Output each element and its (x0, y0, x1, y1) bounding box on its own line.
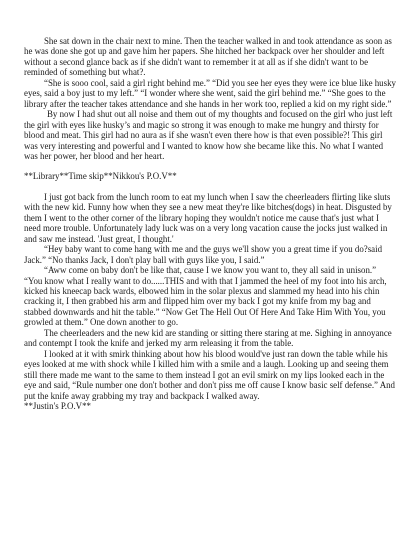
paragraph: “Hey baby want to come hang with me and the guys we'll show you a great time if you do?said Jack.” “No thanks Jack, I don't play ball with guys like you, I said.” (24, 244, 383, 265)
paragraph: She sat down in the chair next to mine. Then the teacher walked in and took attendance as soon as he was done she got up and gave him her papers. She hitched her backpack over her shoulder and left without a second glance back as if she didn't want to remember it at all as if she didn't want to be reminded of something but what?. (24, 36, 392, 78)
paragraph: I just got back from the lunch room to eat my lunch when I saw the cheerleaders flirting like sluts with the new kid. Funny how when they see a new meat they're like bitches(dogs) in heat. Disgusted by them I went to the other corner of the library hoping they wouldn't notice me cause that's just what I need more trouble. Unfortunately lady luck was on a very long vacation cause the jocks just walked in and saw me instead. 'Just great, I thought.' (24, 191, 392, 244)
paragraph: “Aww come on baby don't be like that, cause I we know you want to, they all said in unison.” “You know what I really want to do......THIS and with that I jammed the heel of my foot into his arch, kicked his kneecap back wards, elbowed him in the solar plexus and slammed my head into his chin cracking it, I then grabbed his arm and flipped him over my back I got my knife from my bag and stabbed downwards and hit the table.” “Now Get The Hell Out Of Here And Take Him With You, you growled at them.” One down another to go. (24, 265, 387, 328)
paragraph: “She is sooo cool, said a girl right behind me.” “Did you see her eyes they were ice blue like husky eyes, said a boy just to my left.” “I wonder where she went, said the girl behind me.” “She goes to the library after the teacher takes attendance and she hands in her work too, replied a kid on my right side.” (24, 77, 396, 109)
paragraph: I looked at it with smirk thinking about how his blood would've just ran down the table while his eyes looked at me with shock while I killed him with a smile and a laugh. Looking up and seeing them still there made me want to the same to them instead I got an evil smirk on my lips looked each in the eye and said, “Rule number one don't bother and don't piss me off cause I know basic self defense.” And put the knife away grabbing my tray and backpack I walked away. (24, 348, 395, 401)
document-body (24, 36, 396, 411)
paragraph: By now I had shut out all noise and them out of my thoughts and focused on the girl who just left the girl with eyes like husky’s and magic so strong it was enough to make me hungry and thirsty for blood and meat. This girl had no aura as if she wasn't even there how is that even possible?! This girl was very interesting and powerful and I wanted to know how she became like this. No what I wanted was her power, her blood and her heart. (24, 109, 393, 161)
section-heading: **Justin's P.O.V** (24, 400, 91, 411)
section-heading: **Library**Time skip**Nikkou's P.O.V** (24, 171, 177, 182)
paragraph: The cheerleaders and the new kid are standing or sitting there staring at me. Sighing in annoyance and contempt I took the knife and jerked my arm releasing it from the table. (24, 327, 392, 349)
